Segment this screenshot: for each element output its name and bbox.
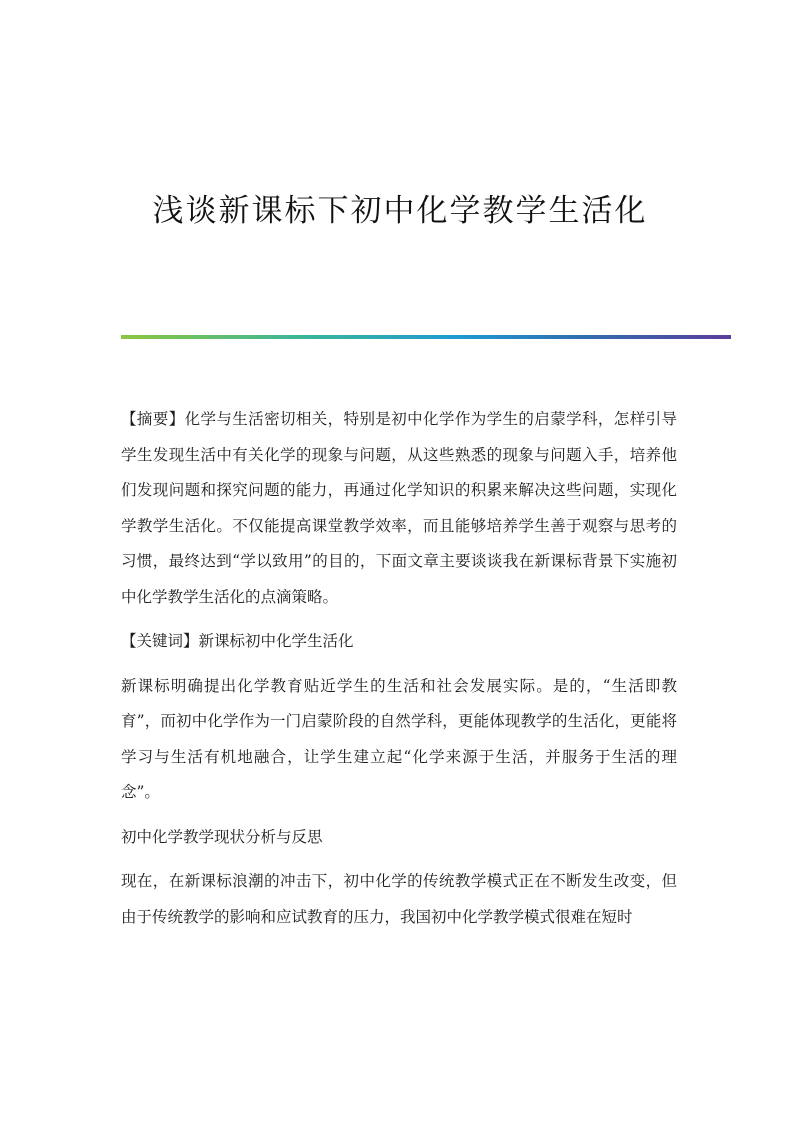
- body-paragraph-2: 现在，在新课标浪潮的冲击下，初中化学的传统教学模式正在不断发生改变，但由于传统教学的影响和应试教育的压力，我国初中化学教学模式很难在短时: [121, 872, 677, 926]
- abstract-label: 【摘要】: [121, 410, 185, 428]
- keywords-paragraph: [121, 624, 677, 660]
- body-paragraph-1: 新课标明确提出化学教育贴近学生的生活和社会发展实际。是的，“生活即教育”，而初中化学作为一门启蒙阶段的自然学科，更能体现教学的生活化，更能将学习与生活有机地融合，让学生建立起“化学来源于生活，并服务于生活的理念”。: [121, 676, 677, 801]
- document-body: [121, 402, 677, 944]
- keywords-text: 新课标初中化学生活化: [198, 632, 354, 650]
- document-title: 浅谈新课标下初中化学教学生活化: [152, 193, 648, 229]
- gradient-divider: [121, 335, 731, 339]
- abstract-paragraph: [121, 402, 677, 615]
- section-heading: 初中化学教学现状分析与反思: [121, 827, 323, 846]
- keywords-label: 【关键词】: [121, 632, 199, 650]
- abstract-text: 化学与生活密切相关，特别是初中化学作为学生的启蒙学科，怎样引导学生发现生活中有关化学的现象与问题，从这些熟悉的现象与问题入手，培养他们发现问题和探究问题的能力，再通过化学知识的积累来解决这些问题，实现化学教学生活化。不仅能提高课堂教学效率，而且能够培养学生善于观察与思考的习惯，最终达到“学以致用”的目的，下面文章主要谈谈我在新课标背景下实施初中化学教学生活化的点滴策略。: [121, 410, 677, 606]
